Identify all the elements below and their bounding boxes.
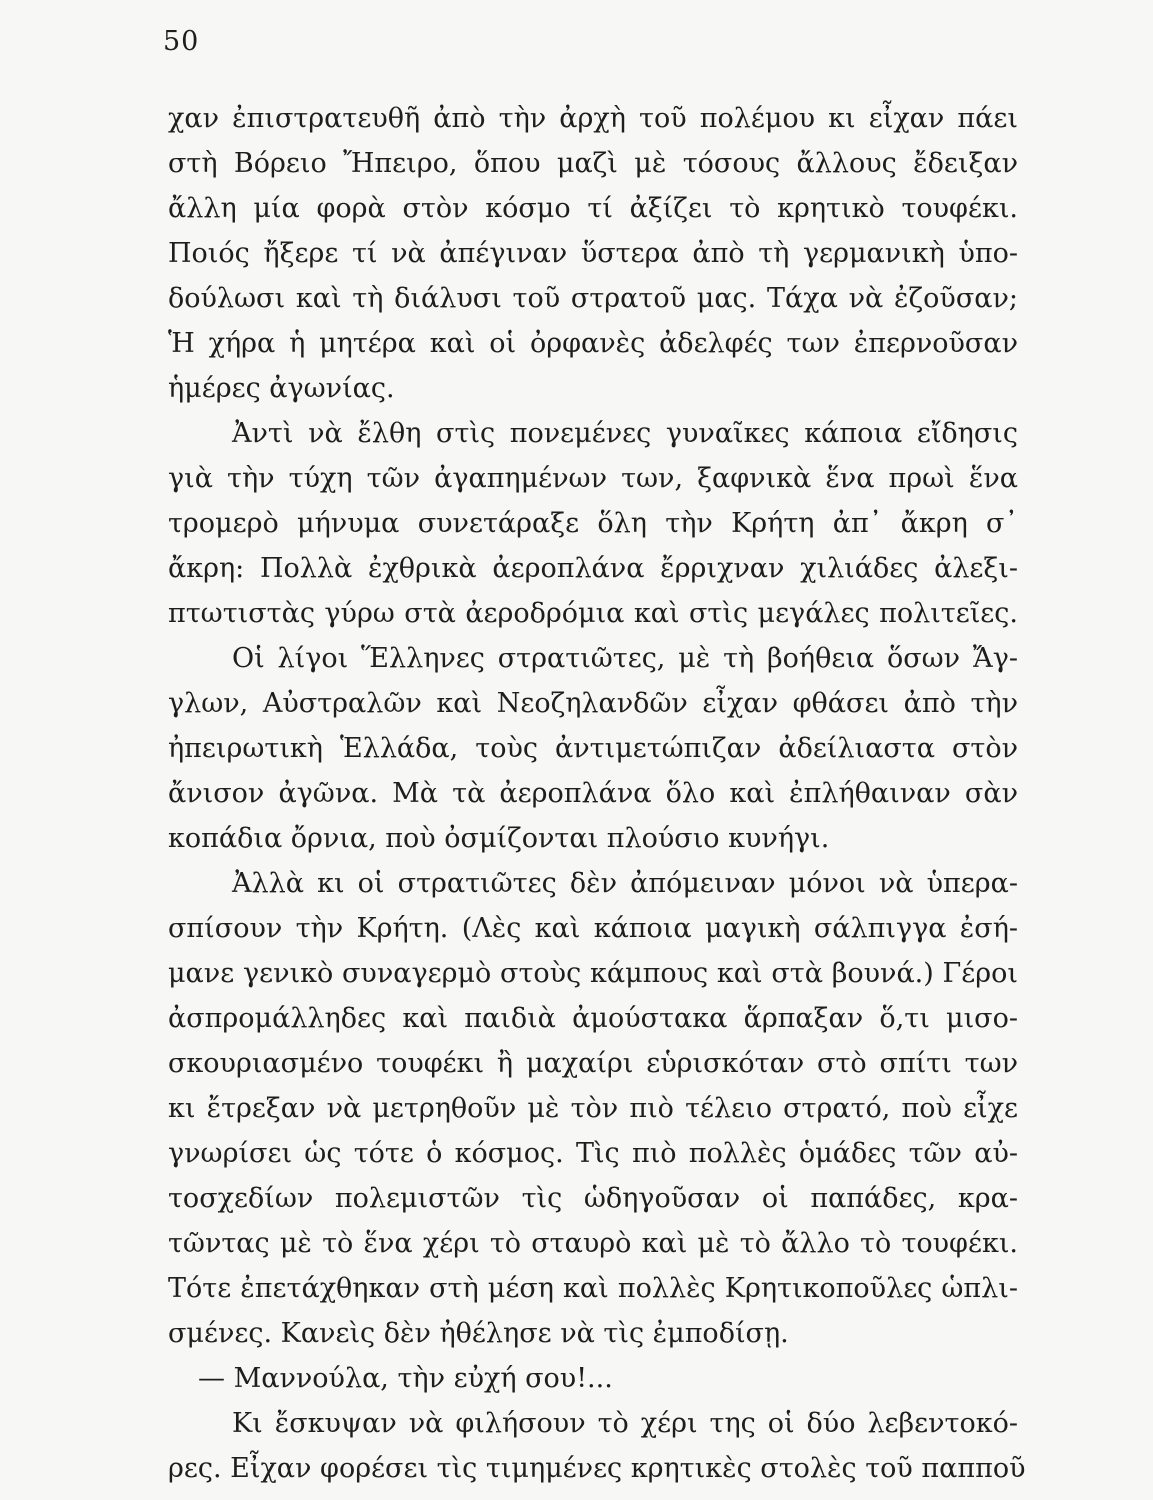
text-line: ρες. Εἶχαν φορέσει τὶς τιμημένες κρητικὲς στολὲς τοῦ παπποῦ: [168, 1453, 1026, 1484]
text-line: σπίσουν τὴν Κρήτη. (Λὲς καὶ κάποια μαγικὴ σάλπιγγα ἐσή-: [168, 913, 1018, 944]
text-line: σκουριασμένο τουφέκι ἢ μαχαίρι εὑρισκόταν στὸ σπίτι των: [168, 1048, 1018, 1079]
text-line: Ἀλλὰ κι οἱ στρατιῶτες δὲν ἀπόμειναν μόνοι νὰ ὑπερα-: [232, 868, 1018, 899]
text-line: ἄνισον ἀγῶνα. Μὰ τὰ ἀεροπλάνα ὅλο καὶ ἐπλήθαιναν σὰν: [168, 778, 1018, 809]
text-line: ἄλλη μία φορὰ στὸν κόσμο τί ἀξίζει τὸ κρητικὸ τουφέκι.: [168, 193, 1018, 224]
text-line: πτωτιστὰς γύρω στὰ ἀεροδρόμια καὶ στὶς μεγάλες πολιτεῖες.: [168, 598, 1018, 629]
text-line: Ποιός ἤξερε τί νὰ ἀπέγιναν ὕστερα ἀπὸ τὴ γερμανικὴ ὑπο-: [168, 238, 1018, 269]
body-text: [168, 96, 1026, 1491]
page-number: 50: [163, 26, 200, 57]
text-line: τῶντας μὲ τὸ ἕνα χέρι τὸ σταυρὸ καὶ μὲ τὸ ἄλλο τὸ τουφέκι.: [168, 1228, 1018, 1259]
text-line: τρομερὸ μήνυμα συνετάραξε ὅλη τὴν Κρήτη ἀπ᾽ ἄκρη σ᾽: [168, 508, 1018, 539]
text-line: Τότε ἐπετάχθηκαν στὴ μέση καὶ πολλὲς Κρητικοποῦλες ὡπλι-: [168, 1273, 1018, 1304]
text-line: ἄκρη: Πολλὰ ἐχθρικὰ ἀεροπλάνα ἔρριχναν χιλιάδες ἀλεξι-: [168, 553, 1018, 584]
text-line: δούλωσι καὶ τὴ διάλυσι τοῦ στρατοῦ μας. Τάχα νὰ ἐζοῦσαν;: [168, 283, 1018, 314]
text-line: Ἀντὶ νὰ ἔλθη στὶς πονεμένες γυναῖκες κάποια εἴδησις: [232, 418, 1018, 449]
text-line: κοπάδια ὄρνια, ποὺ ὀσμίζονται πλούσιο κυνήγι.: [168, 823, 830, 854]
text-line: Ἡ χήρα ἡ μητέρα καὶ οἱ ὀρφανὲς ἀδελφές των ἐπερνοῦσαν: [168, 328, 1018, 359]
text-line: μανε γενικὸ συναγερμὸ στοὺς κάμπους καὶ στὰ βουνά.) Γέροι: [168, 958, 1018, 989]
text-line: χαν ἐπιστρατευθῆ ἀπὸ τὴν ἀρχὴ τοῦ πολέμου κι εἶχαν πάει: [168, 103, 1018, 134]
text-line: γλων, Αὐστραλῶν καὶ Νεοζηλανδῶν εἶχαν φθάσει ἀπὸ τὴν: [168, 688, 1018, 719]
text-line: γιὰ τὴν τύχη τῶν ἀγαπημένων των, ξαφνικὰ ἕνα πρωὶ ἕνα: [168, 463, 1018, 494]
dialogue-line: — Μαννούλα, τὴν εὐχή σου!...: [198, 1363, 613, 1394]
text-line: τοσχεδίων πολεμιστῶν τὶς ὡδηγοῦσαν οἱ παπάδες, κρα-: [168, 1183, 1018, 1214]
text-line: κι ἔτρεξαν νὰ μετρηθοῦν μὲ τὸν πιὸ τέλειο στρατό, ποὺ εἶχε: [168, 1093, 1018, 1124]
text-line: Κι ἔσκυψαν νὰ φιλήσουν τὸ χέρι της οἱ δύο λεβεντοκό-: [232, 1408, 1018, 1439]
text-line: στὴ Βόρειο Ἤπειρο, ὅπου μαζὶ μὲ τόσους ἄλλους ἔδειξαν: [168, 148, 1018, 179]
text-line: σμένες. Κανεὶς δὲν ἠθέλησε νὰ τὶς ἐμποδίσῃ.: [168, 1318, 789, 1349]
text-line: ἀσπρομάλληδες καὶ παιδιὰ ἀμούστακα ἅρπαξαν ὅ,τι μισο-: [168, 1003, 1018, 1034]
text-line: Οἱ λίγοι Ἕλληνες στρατιῶτες, μὲ τὴ βοήθεια ὅσων Ἄγ-: [232, 643, 1018, 674]
text-line: ἠπειρωτικὴ Ἑλλάδα, τοὺς ἀντιμετώπιζαν ἀδείλιαστα στὸν: [168, 733, 1018, 764]
text-line: ἡμέρες ἀγωνίας.: [168, 373, 395, 404]
text-line: γνωρίσει ὡς τότε ὁ κόσμος. Τὶς πιὸ πολλὲς ὁμάδες τῶν αὐ-: [168, 1138, 1018, 1169]
